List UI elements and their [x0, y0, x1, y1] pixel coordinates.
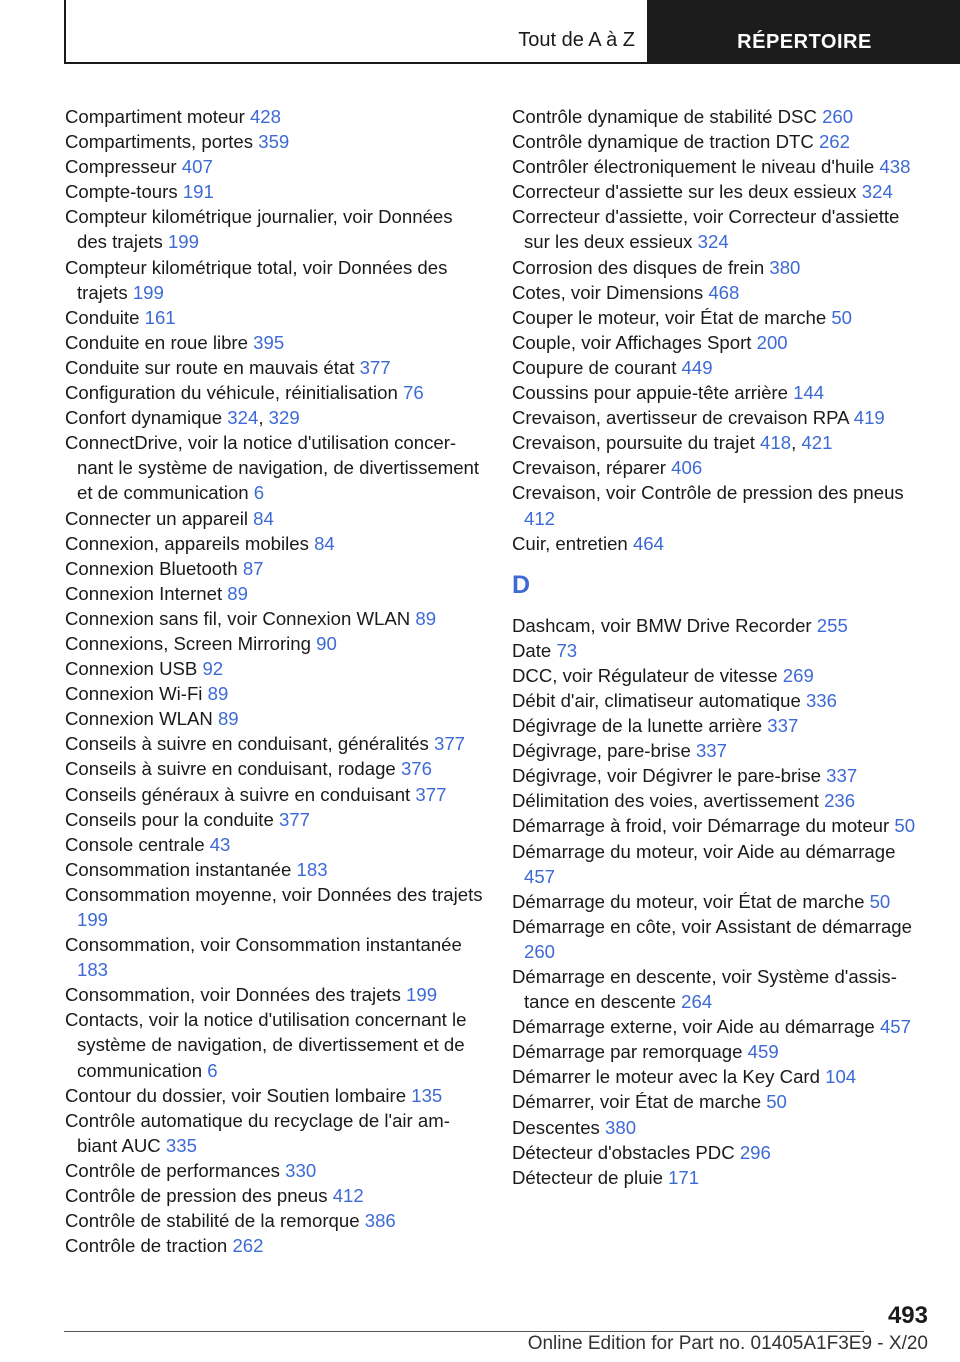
index-entry — [512, 179, 930, 204]
entry-term: Contrôle dynamique de stabilité DSC — [512, 106, 823, 127]
index-entry — [512, 1039, 930, 1064]
page-link[interactable]: 84 — [253, 507, 274, 529]
entry-term: Contrôler électroniquement le niveau d'huile — [512, 156, 880, 178]
page-link[interactable]: 406 — [671, 457, 703, 479]
page-link[interactable]: 377 — [415, 783, 447, 805]
index-entry — [512, 763, 930, 788]
page-link[interactable]: 200 — [756, 331, 788, 353]
entry-term: Date — [512, 639, 557, 661]
entry-term: Consommation, voir Données des trajets — [65, 984, 407, 1006]
index-entry — [65, 1233, 483, 1258]
index-entry — [512, 1064, 930, 1089]
entry-term: Compteur kilométrique journalier, voir Données des trajets — [65, 206, 453, 253]
page-link[interactable]: 386 — [364, 1210, 396, 1232]
chapter-title: RÉPERTOIRE — [737, 31, 872, 53]
entry-term: Compresseur — [65, 156, 182, 178]
entry-term: Couper le moteur, voir État de marche — [512, 306, 832, 328]
entry-term: Conduite sur route en mauvais état — [65, 356, 360, 378]
entry-term: Démarrage externe, voir Aide au démarrage — [512, 1016, 880, 1038]
index-entry — [65, 330, 483, 355]
index-entry — [65, 656, 483, 681]
page-link[interactable]: 336 — [805, 689, 837, 711]
page-link[interactable]: 464 — [632, 532, 664, 554]
page-link[interactable]: 468 — [708, 281, 740, 303]
index-entry — [512, 914, 930, 964]
page-link[interactable]: 73 — [556, 639, 578, 661]
entry-term: Démarrage en descente, voir Système d'assistance en descente — [512, 966, 897, 1013]
page-link[interactable]: 457 — [524, 865, 556, 887]
page-link[interactable]: 421 — [801, 432, 833, 454]
entry-term: Compte-tours — [65, 181, 183, 203]
index-entry — [65, 556, 483, 581]
index-entry — [65, 355, 483, 380]
entry-term: Contour du dossier, voir Soutien lombaire — [65, 1084, 412, 1106]
page-link[interactable]: 90 — [316, 632, 337, 654]
page-link[interactable]: 183 — [77, 959, 109, 981]
entry-term: Connexion sans fil, voir Connexion WLAN — [65, 607, 416, 629]
entry-term: Conseils pour la conduite — [65, 808, 279, 830]
page-link[interactable]: 199 — [167, 231, 199, 253]
entry-term: Dégivrage de la lunette arrière — [512, 715, 768, 737]
page-link[interactable]: 171 — [668, 1166, 700, 1188]
entry-term: Compartiment moteur — [65, 106, 250, 127]
page-link[interactable]: 50 — [831, 306, 853, 328]
page-link[interactable]: 43 — [209, 833, 231, 855]
entry-term: Conseils à suivre en conduisant, rodage — [65, 758, 401, 780]
page-link[interactable]: 183 — [296, 858, 328, 880]
entry-term: Démarrer, voir État de marche — [512, 1091, 767, 1113]
entry-term: Corrosion des disques de frein — [512, 256, 770, 278]
page-link[interactable]: 89 — [217, 708, 239, 730]
index-entry — [65, 1158, 483, 1183]
page-link[interactable]: 324 — [227, 407, 259, 429]
index-entry — [512, 663, 930, 688]
entry-term: Connecter un appareil — [65, 507, 254, 529]
index-entry — [65, 129, 483, 154]
entry-term: Connexion USB — [65, 658, 203, 680]
entry-term: Compartiments, portes — [65, 131, 259, 153]
index-entry — [65, 1183, 483, 1208]
index-entry — [65, 857, 483, 882]
index-entry — [512, 788, 930, 813]
index-entry — [512, 355, 930, 380]
entry-term: Démarrage du moteur, voir Aide au démarrage — [512, 840, 896, 862]
index-entry — [65, 606, 483, 631]
entry-term: Contrôle de pression des pneus — [65, 1185, 333, 1207]
index-entry — [65, 982, 483, 1007]
entry-term: Connexion WLAN — [65, 708, 218, 730]
index-entry — [65, 1007, 483, 1082]
index-entry — [512, 380, 930, 405]
page-number: 493 — [887, 1302, 928, 1329]
entry-term: Contrôle dynamique de traction DTC — [512, 131, 819, 153]
page-link[interactable]: 236 — [824, 790, 856, 812]
index-entry — [65, 807, 483, 832]
entry-term: Démarrage du moteur, voir État de marche — [512, 890, 870, 912]
page-link[interactable]: 260 — [524, 940, 556, 962]
index-entry — [65, 204, 483, 254]
index-column-left — [65, 104, 483, 1258]
page-link[interactable]: 377 — [434, 733, 466, 755]
index-entry — [512, 889, 930, 914]
page-link[interactable]: 335 — [165, 1134, 197, 1156]
entry-term: Démarrage en côte, voir Assistant de démarrage — [512, 915, 912, 937]
page-link[interactable]: 419 — [853, 407, 885, 429]
index-entry — [512, 255, 930, 280]
entry-term: Conseils généraux à suivre en conduisant — [65, 783, 416, 805]
footer-edition: Online Edition for Part no. 01405A1F3E9 - X/20 — [527, 1333, 928, 1354]
entry-term: Consommation, voir Consommation instantanée — [65, 934, 462, 956]
index-entry — [512, 455, 930, 480]
entry-term: Contrôle de performances — [65, 1159, 286, 1181]
index-entry — [65, 932, 483, 982]
entry-term: Connexion, appareils mobiles — [65, 532, 315, 554]
entry-term: Démarrage par remorquage — [512, 1041, 748, 1063]
page-link[interactable]: 412 — [524, 507, 556, 529]
entry-term: Connexion Wi-Fi — [65, 683, 208, 705]
page-link[interactable]: 262 — [818, 131, 850, 153]
page-link[interactable]: 104 — [825, 1066, 857, 1088]
entry-term: Crevaison, voir Contrôle de pression des pneus — [512, 482, 904, 504]
index-entry — [65, 305, 483, 330]
entry-term: Connexion Internet — [65, 582, 228, 604]
index-entry — [65, 430, 483, 505]
index-entry — [65, 756, 483, 781]
entry-term: Descentes — [512, 1116, 606, 1138]
index-entry — [512, 638, 930, 663]
index-entry — [65, 154, 483, 179]
index-entry — [65, 681, 483, 706]
page-link[interactable]: 459 — [747, 1041, 779, 1063]
page-link[interactable]: 324 — [861, 181, 893, 203]
entry-term: Connexions, Screen Mirroring — [65, 632, 317, 654]
page-link[interactable]: 438 — [879, 156, 911, 178]
entry-term: Conduite — [65, 306, 145, 328]
entry-term: Correcteur d'assiette sur les deux essieux — [512, 181, 862, 203]
entry-term: Confort dynamique — [65, 407, 228, 429]
entry-term: Connexion Bluetooth — [65, 557, 243, 579]
index-entry — [65, 882, 483, 932]
page-link[interactable]: 377 — [359, 356, 391, 378]
index-entry — [512, 1014, 930, 1039]
page-link[interactable]: 264 — [681, 991, 713, 1013]
index-entry — [512, 1115, 930, 1140]
page-link[interactable]: 324 — [697, 231, 729, 253]
page-link[interactable]: 50 — [766, 1091, 787, 1113]
page-link[interactable]: 376 — [400, 758, 432, 780]
entry-term: Dégivrage, pare-brise — [512, 740, 696, 762]
entry-term: Dashcam, voir BMW Drive Recorder — [512, 614, 817, 636]
page-link[interactable]: 50 — [869, 890, 891, 912]
entry-term: Couple, voir Affichages Sport — [512, 331, 757, 353]
index-entry: Crevaison, poursuite du trajet 418, 421 — [512, 432, 833, 454]
entry-term: Contrôle automatique du recyclage de l'air ambiant AUC — [65, 1109, 450, 1156]
page-link[interactable]: 92 — [202, 658, 224, 680]
page-link[interactable]: 84 — [314, 532, 335, 554]
index-entry — [65, 1108, 483, 1158]
entry-term: Conseils à suivre en conduisant, généralités — [65, 733, 434, 755]
page-link[interactable]: 296 — [739, 1141, 771, 1163]
index-entry — [65, 104, 483, 129]
index-entry — [512, 813, 930, 838]
index-entry — [65, 631, 483, 656]
index-entry — [512, 713, 930, 738]
entry-term: Configuration du véhicule, réinitialisation — [65, 382, 403, 404]
entry-term: Dégivrage, voir Dégivrer le pare-brise — [512, 765, 827, 787]
entry-term: Détecteur d'obstacles PDC — [512, 1141, 740, 1163]
page-link[interactable]: 262 — [232, 1235, 264, 1257]
entry-term: DCC, voir Régulateur de vitesse — [512, 664, 783, 686]
entry-term: Démarrage à froid, voir Démarrage du moteur — [512, 815, 895, 837]
entry-term: Crevaison, poursuite du trajet — [512, 432, 761, 454]
page-link[interactable]: 269 — [782, 664, 814, 686]
index-entry — [65, 380, 483, 405]
page-link[interactable]: 337 — [767, 715, 799, 737]
entry-term: Débit d'air, climatiseur automatique — [512, 689, 806, 711]
page-link[interactable]: 337 — [826, 765, 858, 787]
page-link[interactable]: 380 — [769, 256, 801, 278]
entry-term: Délimitation des voies, avertissement — [512, 790, 825, 812]
index-entry — [512, 305, 930, 330]
index-entry — [65, 255, 483, 305]
entry-term: Crevaison, réparer — [512, 457, 672, 479]
index-entry — [512, 104, 930, 129]
page-link[interactable]: 199 — [77, 909, 109, 930]
page-link[interactable]: 144 — [793, 382, 825, 404]
page-link[interactable]: 199 — [406, 984, 438, 1006]
index-entry — [65, 1208, 483, 1233]
section-letter: D — [512, 570, 531, 599]
index-group-d — [512, 613, 930, 1190]
page-link[interactable]: 330 — [285, 1159, 317, 1181]
entry-term: Contrôle de traction — [65, 1235, 233, 1257]
page-link[interactable]: 76 — [402, 382, 424, 404]
index-entry — [512, 839, 930, 889]
index-entry — [512, 129, 930, 154]
index-entry — [512, 688, 930, 713]
page-link[interactable]: 135 — [411, 1084, 443, 1106]
entry-term: Compteur kilométrique total, voir Données des trajets — [65, 256, 448, 303]
entry-term: Cotes, voir Dimensions — [512, 281, 709, 303]
index-entry — [65, 581, 483, 606]
index-entry: Confort dynamique 324, 329 — [65, 407, 300, 429]
entry-term: Détecteur de pluie — [512, 1166, 669, 1188]
page-link[interactable]: 50 — [894, 815, 916, 837]
index-entry — [65, 531, 483, 556]
page-link[interactable]: 329 — [268, 407, 300, 429]
page-header — [64, 0, 960, 64]
page-link[interactable]: 359 — [258, 131, 290, 153]
page-link[interactable]: 418 — [760, 432, 792, 454]
index-entry — [512, 1089, 930, 1114]
page-link[interactable]: 457 — [879, 1016, 911, 1038]
index-entry — [65, 782, 483, 807]
index-entry — [512, 1165, 930, 1190]
page-link[interactable]: 89 — [207, 683, 229, 705]
page-link[interactable]: 260 — [822, 106, 854, 127]
page-link[interactable]: 255 — [816, 614, 848, 636]
index-entry — [512, 738, 930, 763]
entry-term: Consommation moyenne, voir Données des trajets — [65, 883, 483, 905]
index-entry — [512, 154, 930, 179]
entry-term: Démarrer le moteur avec la Key Card — [512, 1066, 826, 1088]
index-entry — [512, 531, 930, 556]
page-link[interactable]: 337 — [695, 740, 727, 762]
entry-term: Coussins pour appuie-tête arrière — [512, 382, 794, 404]
entry-term: Consommation instantanée — [65, 858, 297, 880]
entry-term: Crevaison, avertisseur de crevaison RPA — [512, 407, 854, 429]
page-link[interactable]: 161 — [144, 306, 176, 328]
index-entry — [65, 832, 483, 857]
index-entry — [65, 706, 483, 731]
page-link[interactable]: 89 — [227, 582, 248, 604]
index-entry — [512, 405, 930, 430]
footer-divider — [64, 1331, 864, 1332]
section-title: Tout de A à Z — [518, 29, 635, 51]
page-link[interactable]: 6 — [253, 482, 265, 504]
index-entry — [512, 964, 930, 1014]
page-link[interactable]: 377 — [278, 808, 310, 830]
entry-term: Correcteur d'assiette, voir Correcteur d'assiette sur les deux essieux — [512, 206, 900, 253]
entry-term: Contrôle de stabilité de la remorque — [65, 1210, 365, 1232]
index-group-c — [512, 104, 930, 556]
page-link[interactable]: 89 — [415, 607, 437, 629]
chapter-tab — [649, 0, 960, 64]
section-tab — [64, 0, 649, 64]
page-link[interactable]: 87 — [242, 557, 264, 579]
index-entry — [65, 506, 483, 531]
page-link[interactable]: 191 — [182, 181, 214, 203]
page-link[interactable]: 395 — [253, 331, 285, 353]
page-link[interactable]: 6 — [207, 1059, 218, 1081]
page-link[interactable]: 449 — [681, 356, 713, 378]
page-link[interactable]: 412 — [332, 1185, 364, 1207]
index-entry — [512, 480, 930, 530]
page-link[interactable]: 199 — [132, 281, 164, 303]
entry-term: Console centrale — [65, 833, 210, 855]
entry-term: ConnectDrive, voir la notice d'utilisation concernant le système de navigation, de divertissement et de communication — [65, 432, 480, 504]
entry-term: Coupure de courant — [512, 356, 682, 378]
index-entry — [65, 179, 483, 204]
entry-term: Cuir, entretien — [512, 532, 633, 554]
index-entry — [512, 330, 930, 355]
page-link[interactable]: 407 — [181, 156, 213, 178]
index-entry — [65, 731, 483, 756]
page-link[interactable]: 380 — [605, 1116, 637, 1138]
entry-term: Contacts, voir la notice d'utilisation concernant le système de navigation, de divertissement et de communication — [65, 1009, 467, 1081]
page-link[interactable]: 428 — [249, 106, 281, 127]
index-column-right — [512, 104, 930, 1190]
index-entry — [65, 1083, 483, 1108]
index-entry — [512, 613, 930, 638]
index-entry — [512, 1140, 930, 1165]
entry-term: Conduite en roue libre — [65, 331, 254, 353]
index-entry — [512, 280, 930, 305]
index-entry — [512, 204, 930, 254]
